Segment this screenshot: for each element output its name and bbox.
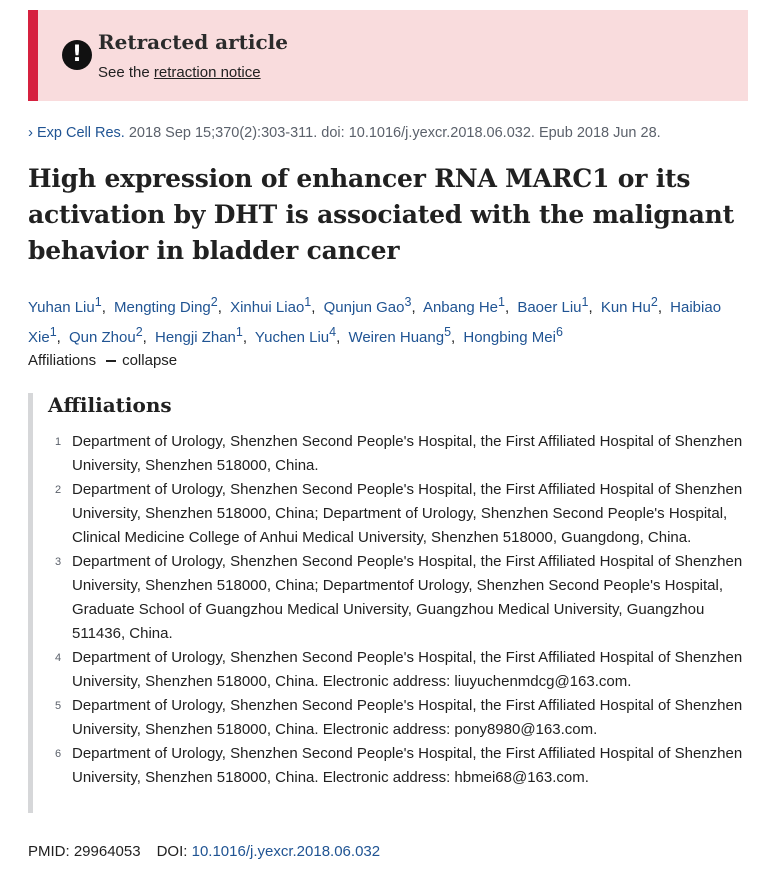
author-affiliation-ref[interactable]: 4 bbox=[329, 325, 337, 339]
retraction-notice-link[interactable]: retraction notice bbox=[153, 64, 261, 81]
author-link[interactable]: Yuchen Liu bbox=[254, 329, 330, 346]
author-affiliation-ref[interactable]: 3 bbox=[404, 295, 412, 309]
author-link[interactable]: Haibiao Xie bbox=[28, 299, 722, 346]
author-affiliation-ref[interactable]: 2 bbox=[210, 295, 218, 309]
citation-details: 2018 Sep 15;370(2):303-311. doi: 10.1016/j.yexcr.2018.06.032. Epub 2018 Jun 28. bbox=[124, 125, 661, 141]
author-affiliation-ref[interactable]: 1 bbox=[235, 325, 243, 339]
affiliation-text: Department of Urology, Shenzhen Second People's Hospital, the First Affiliated Hospital of Shenzhen University, Shenzhen 518000, China. Electronic address: hbmei68@163.com. bbox=[72, 745, 743, 786]
author-affiliation-ref[interactable]: 1 bbox=[94, 295, 102, 309]
author-affiliation-ref[interactable]: 2 bbox=[650, 295, 658, 309]
author-affiliation-ref[interactable]: 6 bbox=[555, 325, 563, 339]
author-separator: , bbox=[411, 299, 416, 316]
author-link[interactable]: Xinhui Liao bbox=[230, 299, 305, 316]
author-link[interactable]: Mengting Ding bbox=[114, 299, 211, 316]
chevron-right-icon: › bbox=[28, 124, 33, 141]
retraction-banner bbox=[28, 10, 748, 101]
banner-see-text: See the bbox=[98, 64, 154, 81]
author-affiliation-ref[interactable]: 1 bbox=[49, 325, 57, 339]
banner-subtext bbox=[98, 64, 261, 81]
author-link[interactable]: Yuhan Liu bbox=[28, 299, 95, 316]
author-separator: , bbox=[588, 299, 593, 316]
author-link[interactable]: Qun Zhou bbox=[68, 329, 136, 346]
author-affiliation-ref[interactable]: 2 bbox=[135, 325, 143, 339]
author-link[interactable]: Weiren Huang bbox=[348, 329, 445, 346]
affiliation-item bbox=[48, 550, 748, 646]
affiliation-text: Department of Urology, Shenzhen Second People's Hospital, the First Affiliated Hospital of Shenzhen University, Shenzhen 518000, China; Department of Urology, Shenzhen Second People's Hospital, Clinical Medicine College of Anhui Medical University, Shenzhen 518000, Guangdong, China. bbox=[72, 481, 743, 546]
journal-link[interactable]: Exp Cell Res. bbox=[37, 125, 125, 141]
affiliations-toggle-label: Affiliations bbox=[28, 352, 97, 369]
collapse-icon bbox=[106, 360, 116, 362]
affiliation-list bbox=[48, 430, 748, 790]
affiliation-item bbox=[48, 646, 748, 694]
collapse-link[interactable]: collapse bbox=[122, 352, 178, 369]
exclamation-icon: ! bbox=[62, 40, 92, 70]
author-affiliation-ref[interactable]: 1 bbox=[304, 295, 312, 309]
author-link[interactable]: Hengji Zhan bbox=[155, 329, 236, 346]
affiliations-panel bbox=[28, 393, 750, 813]
affiliation-number: 3 bbox=[55, 556, 62, 568]
author-link[interactable]: Anbang He bbox=[422, 299, 499, 316]
author-link[interactable]: Qunjun Gao bbox=[323, 299, 405, 316]
pmid-value: 29964053 bbox=[73, 843, 141, 860]
affiliation-text: Department of Urology, Shenzhen Second People's Hospital, the First Affiliated Hospital of Shenzhen University, Shenzhen 518000, China; Departmentof Urology, Shenzhen Second People's Hospital, Graduate School of Guangzhou Medical University, Guangzhou Medical University, Guangzhou 511436, China. bbox=[72, 553, 743, 642]
article-title: High expression of enhancer RNA MARC1 or its activation by DHT is associated with the malignant behavior in bladder cancer bbox=[28, 164, 734, 265]
affiliation-text: Department of Urology, Shenzhen Second People's Hospital, the First Affiliated Hospital of Shenzhen University, Shenzhen 518000, China. bbox=[72, 433, 743, 474]
author-link[interactable]: Baoer Liu bbox=[517, 299, 582, 316]
affiliation-item bbox=[48, 478, 748, 550]
affiliation-number: 4 bbox=[55, 652, 62, 664]
affiliation-item bbox=[48, 742, 748, 790]
affiliation-text: Department of Urology, Shenzhen Second People's Hospital, the First Affiliated Hospital of Shenzhen University, Shenzhen 518000, China. Electronic address: liuyuchenmdcg@163.com. bbox=[72, 649, 743, 690]
author-separator: , bbox=[451, 329, 456, 346]
doi-label: DOI: bbox=[156, 843, 188, 860]
affiliation-number: 5 bbox=[55, 700, 62, 712]
author-separator: , bbox=[657, 299, 662, 316]
author-affiliation-ref[interactable]: 5 bbox=[444, 325, 452, 339]
author-separator: , bbox=[56, 329, 61, 346]
author-separator: , bbox=[504, 299, 510, 316]
affiliations-toggle[interactable] bbox=[28, 352, 177, 369]
author-link[interactable]: Kun Hu bbox=[600, 299, 651, 316]
affiliation-number: 1 bbox=[55, 436, 62, 448]
author-affiliation-ref[interactable]: 1 bbox=[581, 295, 589, 309]
author-separator: , bbox=[336, 329, 341, 346]
author-list bbox=[28, 290, 758, 350]
affiliation-text: Department of Urology, Shenzhen Second People's Hospital, the First Affiliated Hospital of Shenzhen University, Shenzhen 518000, China. Electronic address: pony8980@163.com. bbox=[72, 697, 743, 738]
affiliation-number: 6 bbox=[55, 748, 62, 760]
doi-link[interactable]: 10.1016/j.yexcr.2018.06.032 bbox=[191, 843, 381, 860]
article-identifiers bbox=[28, 843, 380, 860]
pmid-label: PMID: bbox=[28, 843, 70, 860]
author-affiliation-ref[interactable]: 1 bbox=[498, 295, 505, 309]
author-separator: , bbox=[142, 329, 147, 346]
affiliation-item bbox=[48, 430, 748, 478]
author-separator: , bbox=[242, 329, 248, 346]
banner-title: Retracted article bbox=[98, 30, 288, 54]
affiliation-item bbox=[48, 694, 748, 742]
author-separator: , bbox=[101, 299, 106, 316]
author-separator: , bbox=[311, 299, 316, 316]
author-link[interactable]: Hongbing Mei bbox=[463, 329, 556, 346]
citation-line bbox=[28, 124, 661, 141]
affiliations-heading: Affiliations bbox=[48, 393, 172, 417]
author-separator: , bbox=[217, 299, 222, 316]
affiliation-number: 2 bbox=[55, 484, 62, 496]
